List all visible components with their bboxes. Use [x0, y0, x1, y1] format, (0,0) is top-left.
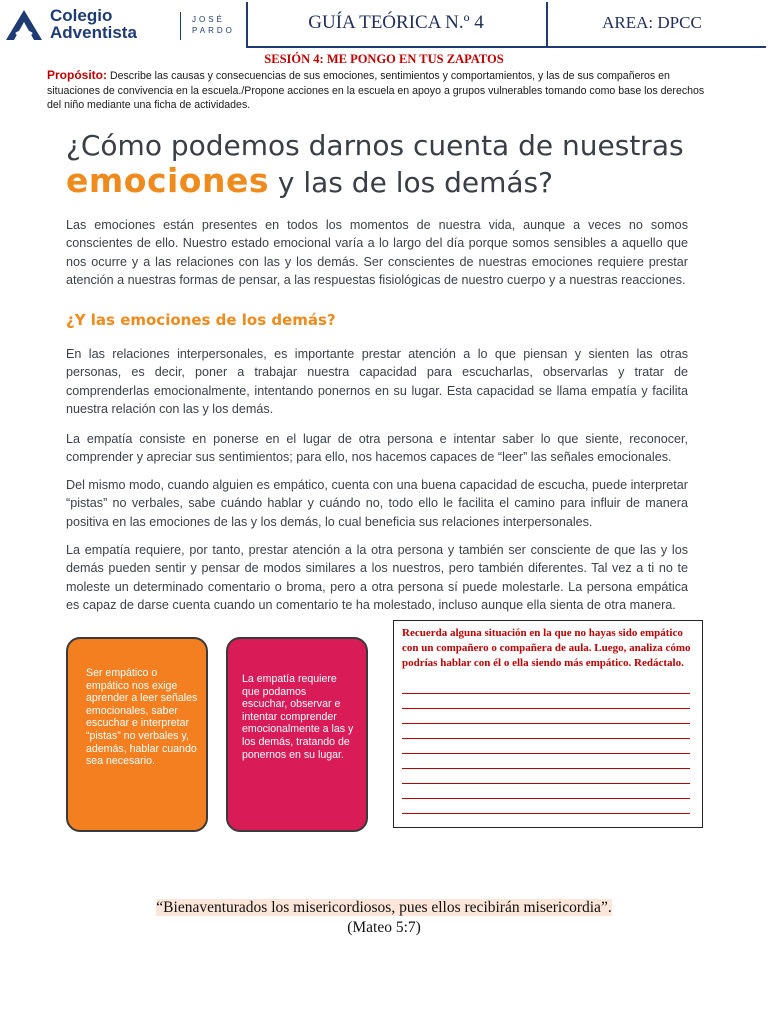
- answer-line[interactable]: [402, 708, 690, 709]
- answer-line[interactable]: [402, 798, 690, 799]
- logo-sub2: PARDO: [192, 26, 235, 35]
- answer-line[interactable]: [402, 723, 690, 724]
- purpose-label: Propósito:: [47, 68, 107, 82]
- paragraph-same-way: Del mismo modo, cuando alguien es empático, cuenta con una buena capacidad de escucha, puede interpretar “pistas” no verbales, sabe cuándo hablar y cuándo no, todo ello le facilita el camino para influir de manera positiva en las emociones de las y los demás, lo cual beneficia sus relaciones interpersonales.: [66, 478, 688, 529]
- bible-quote: [0, 898, 768, 938]
- logo-line1: Colegio: [50, 6, 113, 25]
- answer-line[interactable]: [402, 753, 690, 754]
- header-divider: [246, 2, 248, 46]
- answer-line[interactable]: [402, 768, 690, 769]
- subheading: ¿Y las emociones de los demás?: [66, 311, 336, 329]
- activity-prompt: Recuerda alguna situación en la que no hayas sido empático con un compañero o compañera de aula. Luego, analiza cómo podrías hablar con él o ella siendo más empático. Redáctalo.: [402, 627, 691, 669]
- orange-info-card: [66, 637, 208, 832]
- orange-card-text: Ser empático o empático nos exige aprender a leer señales emocionales, saber escuchar e interpretar “pistas” no verbales y, además, hablar cuando sea necesario.: [86, 667, 198, 768]
- logo-sub1: JOSÉ: [192, 15, 225, 24]
- purpose-text: [47, 68, 717, 113]
- paragraph-relations: En las relaciones interpersonales, es importante prestar atención a lo que piensan y sienten las otras personas, es decir, poner a trabajar nuestra capacidad para escucharlas, observarlas y tratar de comprenderlas emocionalmente, intentando ponernos en su lugar. Esta capacidad se llama empatía y facilita nuestra relación con las y los demás.: [66, 347, 688, 417]
- heading-emphasis: emociones: [66, 161, 269, 200]
- adventist-logo-icon: [4, 8, 44, 42]
- quote-reference: (Mateo 5:7): [347, 919, 421, 936]
- answer-line[interactable]: [402, 693, 690, 694]
- pink-card-text: La empatía requiere que podamos escuchar, observar e intentar comprender emocionalmente a las y los demás, tratando de ponernos en su lugar.: [242, 673, 354, 761]
- paragraph-intro: Las emociones están presentes en todos los momentos de nuestra vida, aunque a veces no somos conscientes de ello. Nuestro estado emocional varía a lo largo del día porque somos sensibles a aquello que nos ocurre y a las relaciones con las y los demás. Ser conscientes de nuestras emociones requiere prestar atención a nuestras formas de pensar, a las respuestas fisiológicas de nuestro cuerpo y a nuestras reacciones.: [66, 218, 688, 288]
- answer-line[interactable]: [402, 738, 690, 739]
- paragraph-empathy: La empatía consiste en ponerse en el lugar de otra persona e intentar saber lo que siente, reconocer, comprender y apreciar sus sentimientos; para ello, nos hacemos capaces de “leer” las señales emocionales.: [66, 432, 688, 465]
- main-heading-line2: [66, 161, 553, 200]
- header: [0, 0, 768, 48]
- logo-subtitle: [192, 14, 235, 36]
- pink-info-card: [226, 637, 368, 832]
- school-logo: [4, 6, 244, 44]
- guide-title: GUÍA TEÓRICA N.º 4: [308, 12, 484, 33]
- logo-line2: Adventista: [50, 23, 137, 42]
- paragraph-requires: La empatía requiere, por tanto, prestar atención a la otra persona y también ser consciente de que las y los demás pueden sentir y pensar de modos similares a los nuestros, pero también diferentes. Tal vez a ti no te moleste un determinado comentario o broma, pero a otra persona sí puede molestarle. La persona empática es capaz de darse cuenta cuando un comentario te ha molestado, incluso aunque ella sienta de otra manera.: [66, 543, 688, 613]
- purpose-body: Describe las causas y consecuencias de sus emociones, sentimientos y comportamientos, y las de sus compañeros en situaciones de convivencia en la escuela./Propone acciones en la escuela en apoyo a grupos vulnerables tomando como base los derechos del niño mediante una ficha de actividades.: [47, 70, 705, 111]
- quote-text: “Bienaventurados los misericordiosos, pues ellos recibirán misericordia”.: [156, 899, 612, 916]
- header-underline: [246, 46, 766, 48]
- area-label: AREA: DPCC: [602, 13, 702, 32]
- answer-line[interactable]: [402, 783, 690, 784]
- activity-box: [393, 620, 703, 828]
- answer-line[interactable]: [402, 813, 690, 814]
- session-title: SESIÓN 4: ME PONGO EN TUS ZAPATOS: [264, 52, 504, 66]
- heading-rest: y las de los demás?: [269, 166, 553, 199]
- main-heading-line1: ¿Cómo podemos darnos cuenta de nuestras: [66, 129, 684, 162]
- logo-divider: [180, 12, 181, 40]
- header-divider: [546, 2, 548, 46]
- logo-text: [50, 7, 137, 41]
